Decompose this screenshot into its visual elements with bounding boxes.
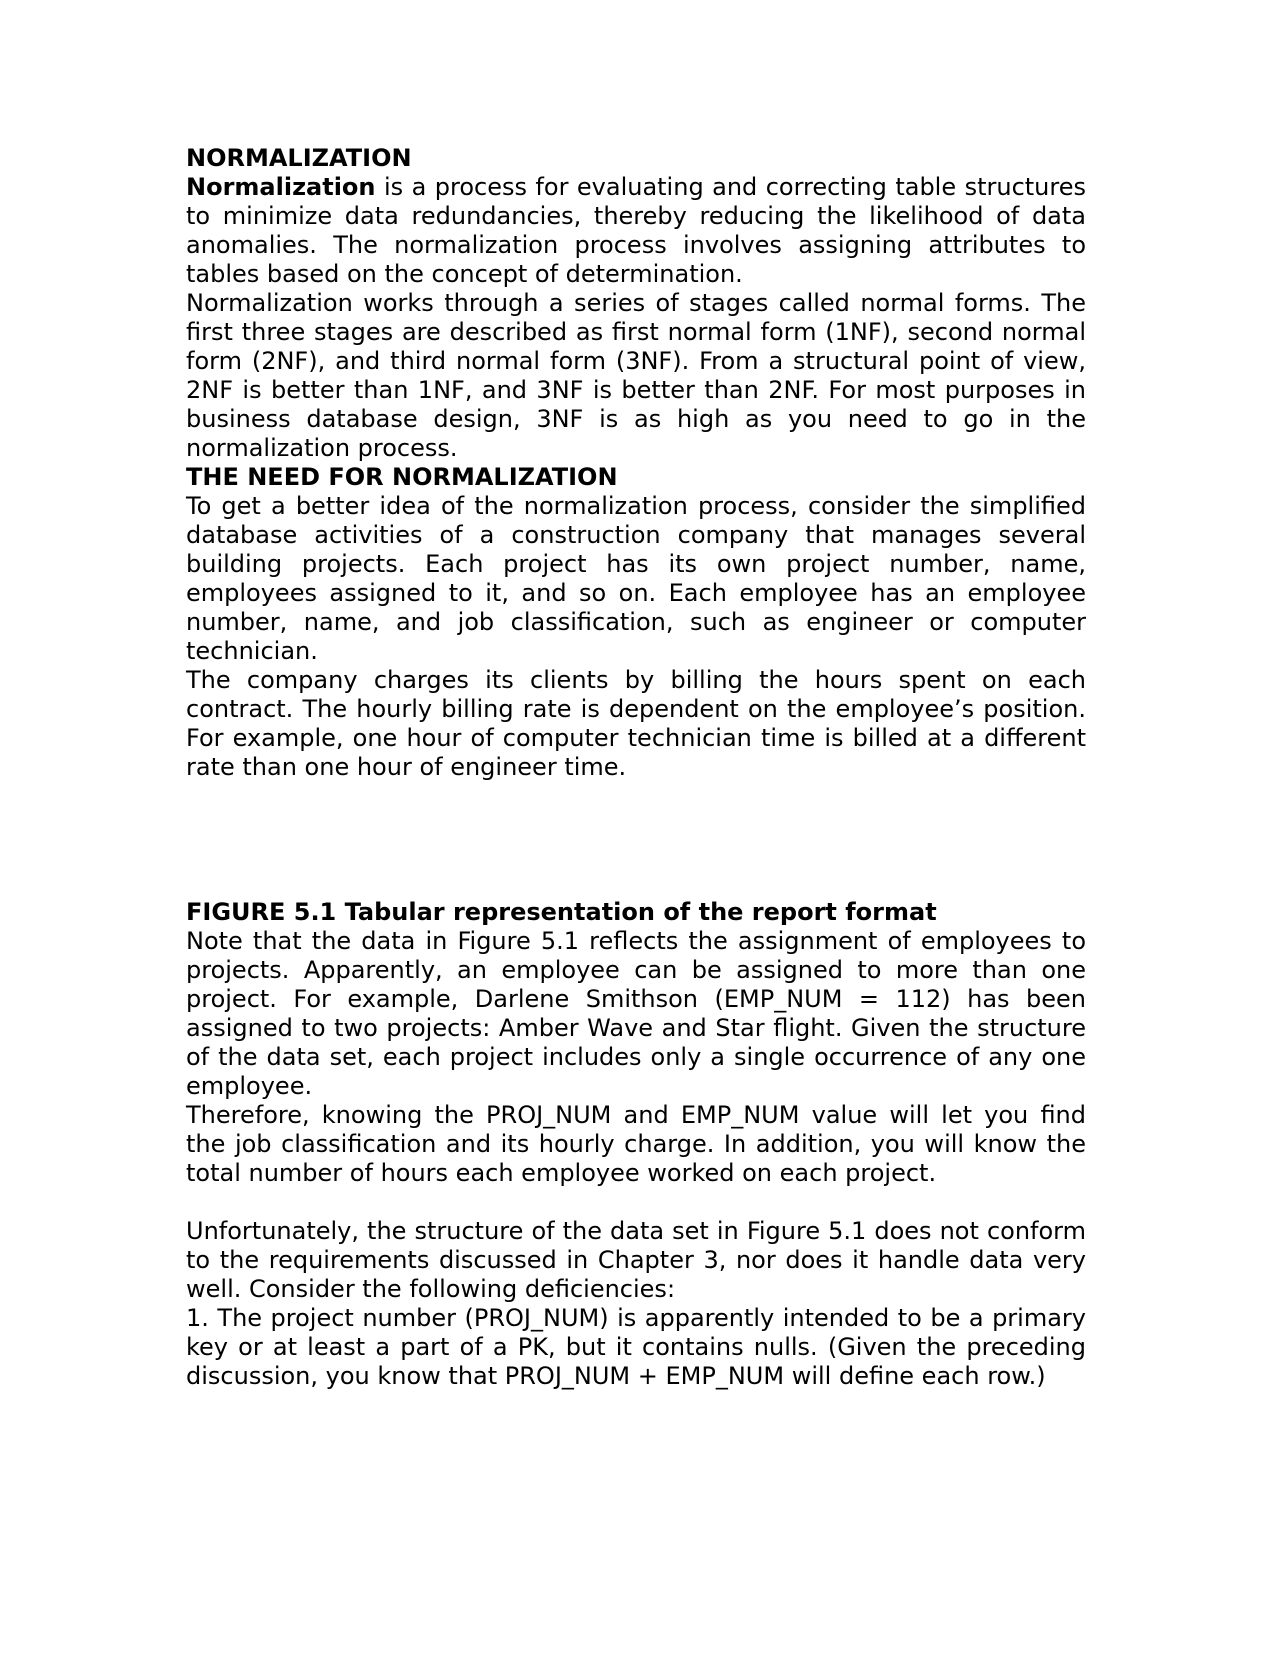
term-normalization: Normalization <box>186 173 376 201</box>
paragraph-billing: The company charges its clients by billing the hours spent on each contract. The hourly billing rate is dependent on the employee’s position. For example, one hour of computer technician time is billed at a different rate than one hour of engineer time. <box>186 666 1086 781</box>
paragraph-normal-forms: Normalization works through a series of stages called normal forms. The first three stages are described as first normal form (1NF), second normal form (2NF), and third normal form (3NF). From a structural point of view, 2NF is better than 1NF, and 3NF is better than 2NF. For most purposes in business database design, 3NF is as high as you need to go in the normalization process. <box>186 289 1086 462</box>
paragraph-deficiencies-intro: Unfortunately, the structure of the data set in Figure 5.1 does not conform to the requirements discussed in Chapter 3, nor does it handle data very well. Consider the following deficiencies: <box>186 1217 1086 1303</box>
paragraph-figure-note: Note that the data in Figure 5.1 reflects the assignment of employees to projects. Apparently, an employee can be assigned to more than one project. For example, Darlene Smithson (EMP_NUM = 112) has been assigned to two projects: Amber Wave and Star flight. Given the structure of the data set, each project includes only a single occurrence of any one employee. <box>186 927 1086 1100</box>
paragraph-construction-company: To get a better idea of the normalization process, consider the simplified database activities of a construction company that manages several building projects. Each project has its own project number, name, employees assigned to it, and so on. Each employee has an employee number, name, and job classification, such as engineer or computer technician. <box>186 492 1086 665</box>
paragraph-definition-text: is a process for evaluating and correcting table structures to minimize data redundancies, thereby reducing the likelihood of data anomalies. The normalization process involves assigning attributes to tables based on the concept of determination. <box>186 173 1086 288</box>
blank-line <box>186 1188 1086 1217</box>
paragraph-deficiency-1: 1. The project number (PROJ_NUM) is apparently intended to be a primary key or at least a part of a PK, but it contains nulls. (Given the preceding discussion, you know that PROJ_NUM + EMP_NUM will define each row.) <box>186 1304 1086 1390</box>
section-heading-normalization: NORMALIZATION <box>186 144 412 172</box>
paragraph-definition <box>186 173 1086 289</box>
figure-placeholder-space <box>186 782 1086 898</box>
figure-caption: FIGURE 5.1 Tabular representation of the report format <box>186 898 937 926</box>
section-heading-need: THE NEED FOR NORMALIZATION <box>186 463 618 491</box>
document-page <box>186 144 1086 1391</box>
paragraph-therefore: Therefore, knowing the PROJ_NUM and EMP_NUM value will let you find the job classification and its hourly charge. In addition, you will know the total number of hours each employee worked on each project. <box>186 1101 1086 1187</box>
